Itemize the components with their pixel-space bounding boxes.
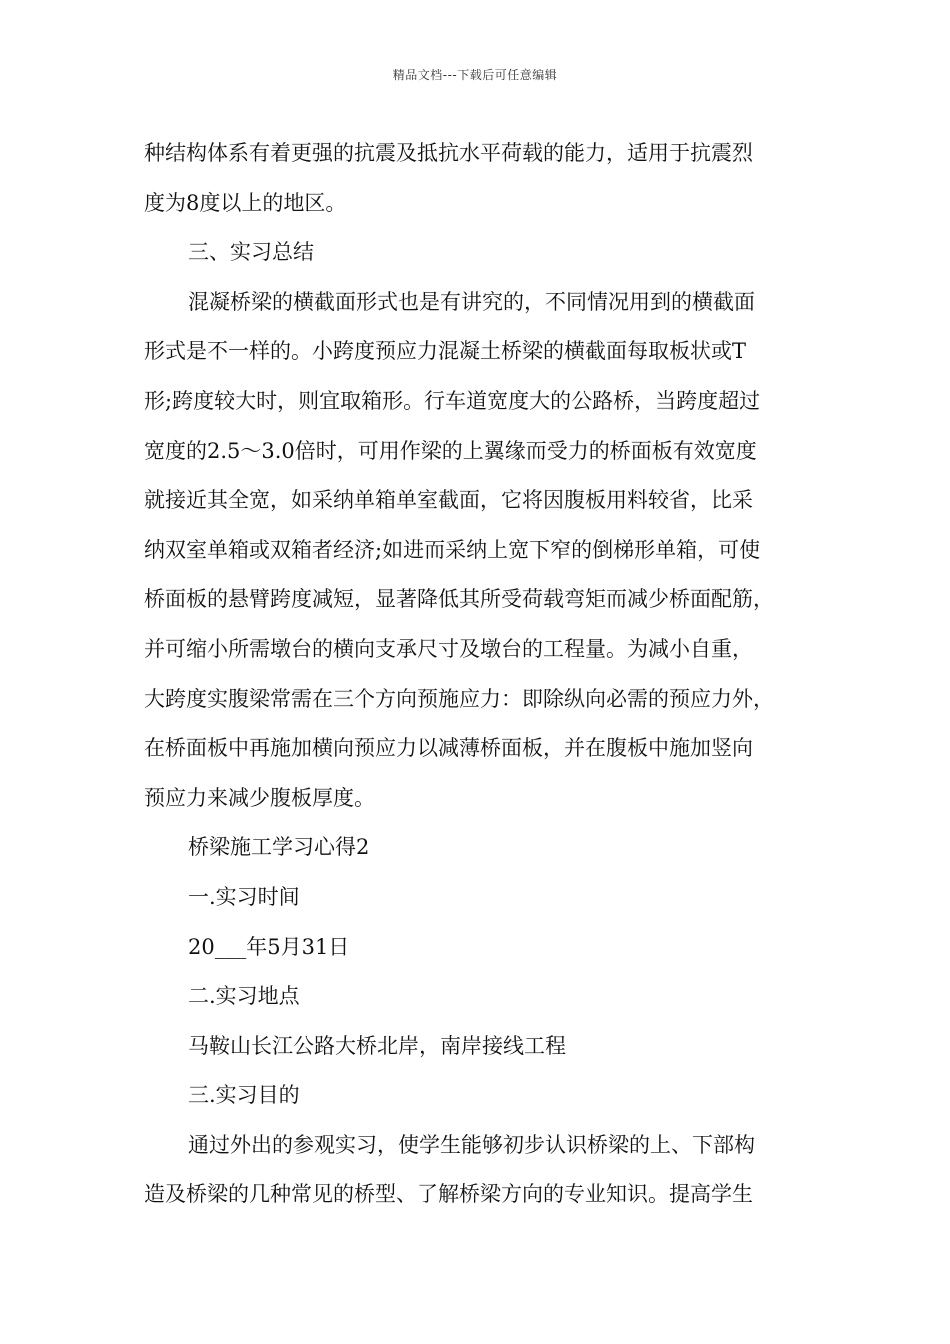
text-line: 大跨度实腹梁常需在三个方向预施应力：即除纵向必需的预应力外， [144, 686, 774, 711]
text-line: 桥面板的悬臂跨度减短，显著降低其所受荷载弯矩而减少桥面配筋， [144, 587, 774, 612]
document-body [144, 129, 824, 1220]
text-line: 混凝桥梁的横截面形式也是有讲究的，不同情况用到的横截面 [188, 289, 755, 314]
section-heading: 二.实习地点 [188, 984, 300, 1009]
text-line: 种结构体系有着更强的抗震及抵抗水平荷载的能力，适用于抗震烈 [144, 141, 753, 165]
date-line: 20___年5月31日 [188, 934, 350, 959]
text-line: 度为8度以上的地区。 [144, 190, 347, 215]
location-line: 马鞍山长江公路大桥北岸，南岸接线工程 [188, 1033, 566, 1058]
section-heading: 一.实习时间 [188, 884, 300, 909]
text-line: 并可缩小所需墩台的横向支承尺寸及墩台的工程量。为减小自重， [144, 636, 753, 661]
section-heading: 三、实习总结 [188, 240, 314, 265]
document-title: 桥梁施工学习心得2 [188, 835, 370, 860]
text-line: 形;跨度较大时，则宜取箱形。行车道宽度大的公路桥，当跨度超过 [144, 388, 761, 413]
section-heading: 三.实习目的 [188, 1083, 300, 1108]
page-header: 精品文档---下载后可任意编辑 [392, 68, 558, 82]
text-line: 在桥面板中再施加横向预应力以减薄桥面板，并在腹板中施加竖向 [144, 736, 753, 761]
text-line: 预应力来减少腹板厚度。 [144, 785, 375, 810]
text-line: 造及桥梁的几种常见的桥型、了解桥梁方向的专业知识。提高学生 [144, 1182, 753, 1207]
text-line: 宽度的2.5～3.0倍时，可用作梁的上翼缘而受力的桥面板有效宽度 [144, 438, 757, 463]
text-line: 就接近其全宽，如采纳单箱单室截面，它将因腹板用料较省，比采 [144, 488, 753, 513]
text-line: 形式是不一样的。小跨度预应力混凝土桥梁的横截面每取板状或T [144, 339, 747, 364]
text-line: 通过外出的参观实习，使学生能够初步认识桥梁的上、下部构 [188, 1132, 755, 1157]
text-line: 纳双室单箱或双箱者经济;如进而采纳上宽下窄的倒梯形单箱，可使 [144, 537, 761, 562]
